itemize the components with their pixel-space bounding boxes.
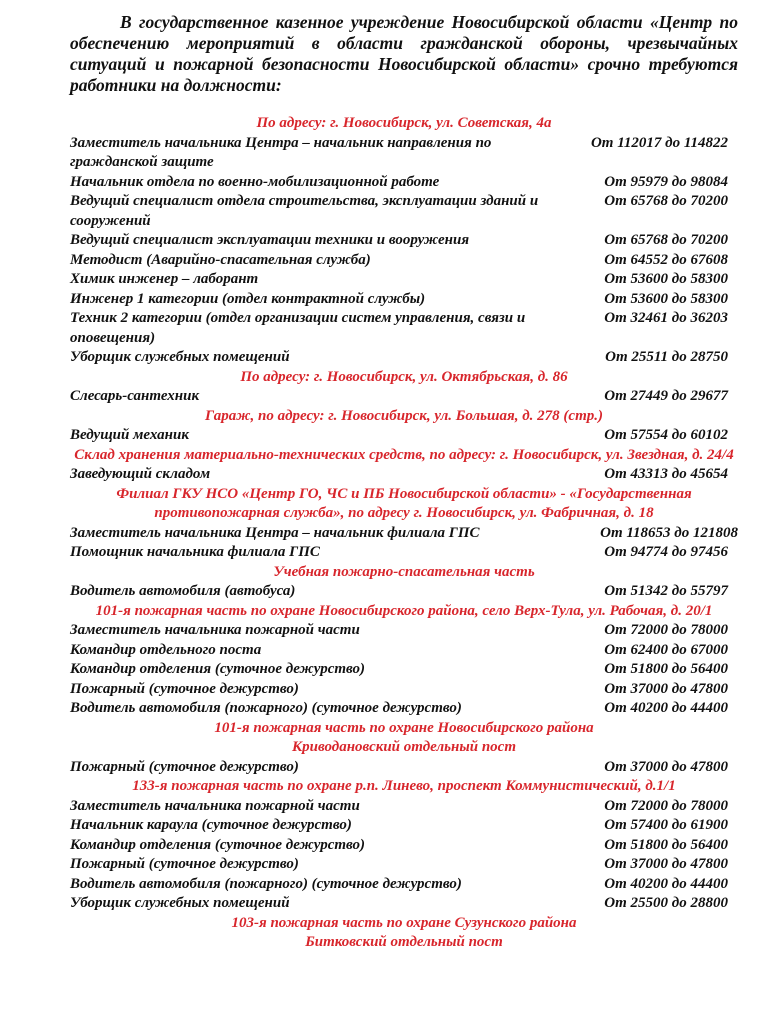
position-title: Заместитель начальника пожарной части	[70, 622, 360, 638]
position-title: Техник 2 категории (отдел организации систем управления, связи и оповещения)	[70, 310, 526, 346]
position-title: Уборщик служебных помещений	[70, 349, 290, 365]
position-title: Водитель автомобиля (пожарного) (суточное дежурство)	[70, 700, 462, 716]
vacancy-row	[70, 758, 738, 778]
position-title: Заведующий складом	[70, 466, 211, 482]
vacancy-row	[70, 797, 738, 817]
salary-range: От 40200 до 44400	[604, 700, 728, 716]
position-title: Слесарь-сантехник	[70, 388, 200, 404]
vacancy-row	[70, 875, 738, 895]
position-title: Помощник начальника филиала ГПС	[70, 544, 320, 560]
salary-range: От 27449 до 29677	[604, 388, 728, 404]
position-title: Методист (Аварийно-спасательная служба)	[70, 251, 371, 268]
salary-range: От 51342 до 55797	[604, 583, 728, 599]
intro-paragraph: В государственное казенное учреждение Новосибирской области «Центр по обеспечению мероприятий в области гражданской обороны, чрезвычайных ситуаций и пожарной безопасности Новосибирской области» срочно требуются работники на должности:	[70, 12, 738, 95]
position-title: Командир отдельного поста	[70, 641, 262, 658]
position-title: Пожарный (суточное дежурство)	[70, 758, 299, 775]
salary-range: От 37000 до 47800	[604, 856, 728, 872]
vacancy-row	[70, 270, 738, 290]
position-title: Заместитель начальника Центра – начальник филиала ГПС	[70, 524, 480, 541]
salary-range: От 37000 до 47800	[604, 680, 728, 697]
position-title: Командир отделения (суточное дежурство)	[70, 661, 366, 677]
salary-range: От 32461 до 36203	[604, 310, 728, 326]
salary-range: От 57554 до 60102	[604, 427, 728, 443]
vacancy-row	[70, 524, 738, 544]
position-title: Начальник караула (суточное дежурство)	[70, 817, 352, 833]
vacancy-row	[70, 290, 738, 310]
position-title: Начальник отдела по военно-мобилизационной работе	[70, 173, 440, 190]
position-title: Инженер 1 категории (отдел контрактной службы)	[70, 290, 426, 307]
vacancy-row	[70, 348, 738, 368]
salary-range: От 118653 до 121808	[600, 524, 738, 541]
salary-range: От 43313 до 45654	[604, 466, 728, 482]
vacancy-row	[70, 134, 738, 173]
vacancy-row	[70, 465, 738, 485]
section-header: Учебная пожарно-спасательная часть	[273, 563, 535, 580]
position-title: Командир отделения (суточное дежурство)	[70, 836, 366, 853]
vacancy-row	[70, 309, 738, 348]
position-title: Ведущий специалист эксплуатации техники и вооружения	[70, 232, 470, 248]
position-title: Уборщик служебных помещений	[70, 895, 290, 911]
salary-range: От 72000 до 78000	[604, 622, 728, 638]
section-header: Склад хранения материально-технических средств, по адресу: г. Новосибирск, ул. Звездная, д. 24/4	[74, 446, 734, 463]
vacancy-row	[70, 192, 738, 231]
vacancy-list	[70, 114, 738, 953]
salary-range: От 51800 до 56400	[604, 836, 728, 853]
section-header: 103-я пожарная часть по охране Сузунского района Битковский отдельный пост	[231, 914, 577, 950]
position-title: Пожарный (суточное дежурство)	[70, 856, 299, 872]
position-title: Заместитель начальника пожарной части	[70, 797, 360, 814]
section-header: Гараж, по адресу: г. Новосибирск, ул. Большая, д. 278 (стр.)	[205, 407, 603, 424]
position-title: Ведущий механик	[70, 427, 189, 443]
position-title: Пожарный (суточное дежурство)	[70, 680, 299, 697]
vacancy-row	[70, 582, 738, 602]
salary-range: От 40200 до 44400	[604, 875, 728, 892]
vacancy-row	[70, 251, 738, 271]
vacancy-row	[70, 660, 738, 680]
salary-range: От 53600 до 58300	[604, 271, 728, 287]
salary-range: От 53600 до 58300	[604, 290, 728, 307]
salary-range: От 25511 до 28750	[605, 349, 728, 365]
vacancy-row	[70, 816, 738, 836]
vacancy-row	[70, 894, 738, 914]
vacancy-row	[70, 173, 738, 193]
section-header: Филиал ГКУ НСО «Центр ГО, ЧС и ПБ Новосибирской области» - «Государственная противопожарная служба», по адресу г. Новосибирск, ул. Фабричная, д. 18	[116, 485, 692, 521]
position-title: Заместитель начальника Центра – начальник направления по гражданской защите	[70, 134, 492, 170]
salary-range: От 62400 до 67000	[604, 641, 728, 658]
position-title: Химик инженер – лаборант	[70, 271, 259, 287]
section-header: По адресу: г. Новосибирск, ул. Октябрьская, д. 86	[240, 368, 568, 385]
salary-range: От 65768 до 70200	[604, 232, 728, 248]
position-title: Водитель автомобиля (автобуса)	[70, 583, 296, 599]
salary-range: От 37000 до 47800	[604, 758, 728, 775]
vacancy-row	[70, 543, 738, 563]
section-header: По адресу: г. Новосибирск, ул. Советская, 4а	[256, 115, 552, 131]
vacancy-row	[70, 426, 738, 446]
section-header: 101-я пожарная часть по охране Новосибирского района, село Верх-Тула, ул. Рабочая, д. 20/1	[95, 602, 713, 619]
salary-range: От 64552 до 67608	[604, 251, 728, 268]
salary-range: От 112017 до 114822	[590, 134, 728, 151]
position-title: Ведущий специалист отдела строительства, эксплуатации зданий и сооружений	[70, 193, 539, 229]
salary-range: От 65768 до 70200	[604, 193, 728, 209]
position-title: Водитель автомобиля (пожарного) (суточное дежурство)	[70, 875, 462, 892]
vacancy-row	[70, 621, 738, 641]
vacancy-row	[70, 680, 738, 700]
salary-range: От 95979 до 98084	[604, 173, 728, 190]
vacancy-row	[70, 641, 738, 661]
section-header: 133-я пожарная часть по охране р.п. Линево, проспект Коммунистический, д.1/1	[132, 778, 676, 794]
vacancy-row	[70, 231, 738, 251]
vacancy-row	[70, 855, 738, 875]
section-header: 101-я пожарная часть по охране Новосибирского района Криводановский отдельный пост	[214, 719, 594, 755]
salary-range: От 51800 до 56400	[604, 661, 728, 677]
salary-range: От 94774 до 97456	[604, 544, 728, 560]
vacancy-row	[70, 836, 738, 856]
salary-range: От 57400 до 61900	[604, 817, 728, 833]
salary-range: От 25500 до 28800	[604, 895, 728, 911]
salary-range: От 72000 до 78000	[604, 797, 728, 814]
vacancy-row	[70, 387, 738, 407]
vacancy-row	[70, 699, 738, 719]
